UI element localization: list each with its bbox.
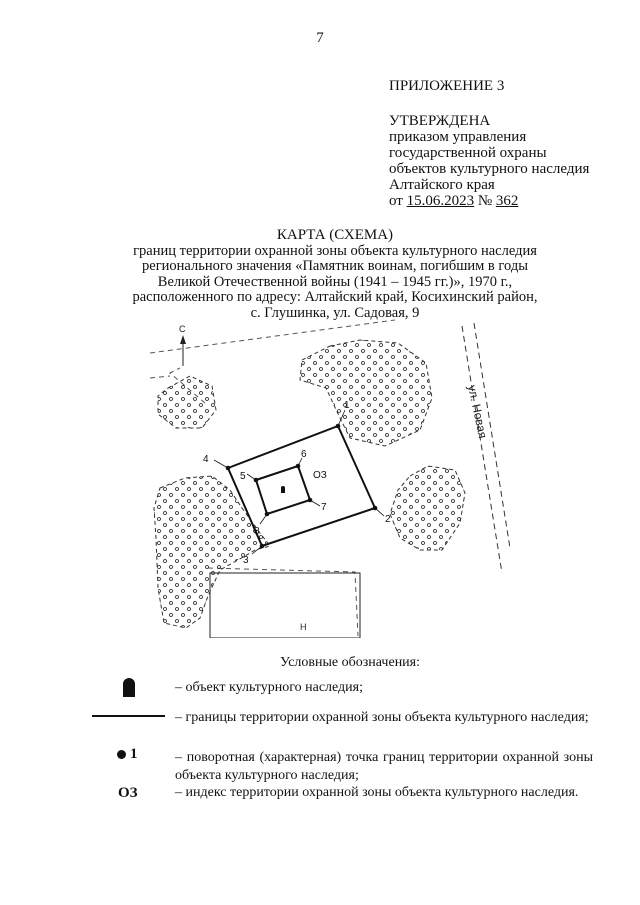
turning-point [296, 464, 301, 469]
point-label: 8 [254, 526, 260, 537]
approval-line: приказом управления [389, 129, 527, 145]
title-line: Великой Отечественной войны (1941 – 1945 гг.)», 1970 г., [157, 273, 513, 290]
title-line: с. Глушинка, ул. Садовая, 9 [250, 304, 420, 321]
monument-icon [281, 486, 285, 493]
approval-block [389, 113, 589, 209]
title-line: границ территории охранной зоны объекта культурного наследия [133, 242, 537, 259]
zone-index-label: ОЗ [313, 470, 327, 481]
approval-line: объектов культурного наследия [389, 161, 590, 177]
approval-line: государственной охраны [389, 145, 547, 161]
point-label: 2 [385, 514, 391, 525]
point-label: 4 [203, 454, 209, 465]
approval-date: 15.06.2023 [406, 193, 475, 209]
building-label: Н [300, 622, 307, 632]
legend-text: – границы территории охранной зоны объекта культурного наследия; [175, 710, 589, 725]
north-arrow-head [180, 335, 186, 344]
street-edge [462, 326, 502, 573]
point-label: 3 [243, 555, 249, 566]
building [210, 573, 360, 638]
legend-text: – объект культурного наследия; [175, 680, 363, 695]
title-line: расположенного по адресу: Алтайский край, Косихинский район, [132, 289, 538, 305]
turning-point [373, 506, 378, 511]
legend-text: – поворотная (характерная) точка границ территории охранной зоны объекта культурного наследия; [175, 750, 593, 783]
tree-area [158, 376, 216, 428]
point-label: 1 [344, 400, 350, 411]
legend-item [0, 785, 640, 825]
map-heading: КАРТА (СХЕМА) [276, 227, 394, 243]
parcel-boundary [208, 568, 358, 636]
turning-point [308, 498, 313, 503]
point-label: 6 [301, 449, 307, 460]
turning-point-icon [117, 750, 126, 759]
turning-point [254, 478, 259, 483]
turning-point-label: 1 [130, 746, 138, 762]
legend-item [0, 677, 640, 697]
legend-text: – индекс территории охранной зоны объекта культурного наследия. [175, 785, 579, 800]
turning-point [336, 424, 341, 429]
turning-point [226, 466, 231, 471]
zone-index-symbol: ОЗ [118, 785, 138, 801]
page-number: 7 [316, 30, 324, 46]
tree-area [154, 476, 270, 628]
approved-label: УТВЕРЖДЕНА [389, 113, 491, 129]
map-title [90, 228, 580, 321]
turning-point [260, 544, 265, 549]
appendix-label: ПРИЛОЖЕНИЕ 3 [389, 78, 505, 94]
point-label: 5 [240, 471, 246, 482]
parcel-boundary [150, 376, 170, 378]
legend-title: Условные обозначения: [279, 655, 421, 670]
street-label: ул. Новая [465, 383, 491, 440]
site-map [150, 318, 510, 638]
tree-area [300, 340, 432, 446]
turning-point [265, 512, 270, 517]
approval-date-line: от 15.06.2023 № 362 [389, 193, 519, 209]
boundary-line-icon [92, 715, 165, 717]
north-label: С [179, 324, 186, 334]
point-label: 7 [321, 502, 327, 513]
monument-icon [122, 677, 136, 697]
approval-line: Алтайского края [389, 177, 495, 193]
legend-item [0, 746, 640, 786]
tree-area [390, 466, 465, 550]
approval-number: 362 [495, 193, 519, 209]
title-line: регионального значения «Памятник воинам, погибшим в годы [142, 258, 528, 274]
leader-line [214, 460, 228, 468]
